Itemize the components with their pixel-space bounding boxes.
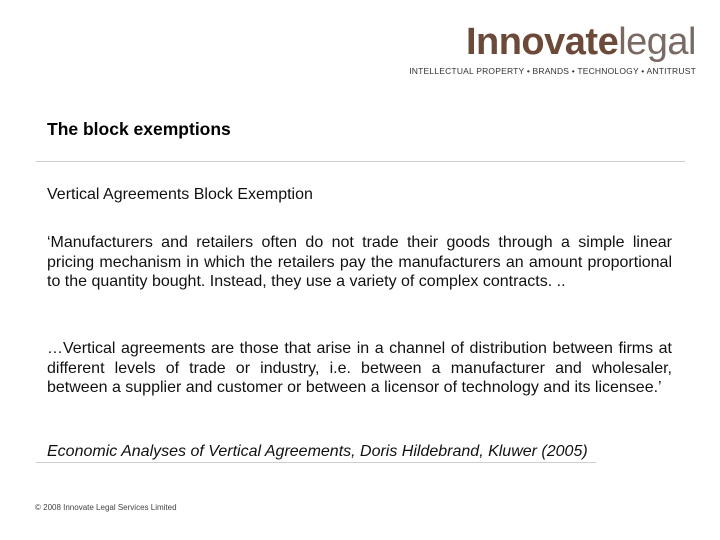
logo-wordmark xyxy=(409,22,696,62)
title-divider xyxy=(36,161,685,162)
slide-title: The block exemptions xyxy=(47,119,231,139)
slide-subtitle: Vertical Agreements Block Exemption xyxy=(47,186,313,203)
logo-tagline: INTELLECTUAL PROPERTY • BRANDS • TECHNOLOGY • ANTITRUST xyxy=(409,66,696,76)
citation-text: Economic Analyses of Vertical Agreements, Doris Hildebrand, Kluwer (2005) xyxy=(47,443,588,460)
company-logo xyxy=(409,22,696,76)
footer-copyright: © 2008 Innovate Legal Services Limited xyxy=(35,503,177,512)
logo-word-innovate: Innovate xyxy=(465,21,619,63)
logo-word-legal: legal xyxy=(618,21,696,63)
quote-paragraph-1: ‘Manufacturers and retailers often do not trade their goods through a simple linear pricing mechanism in which the retailers pay the manufacturers an amount proportional to the quantity bought. Instead, they use a variety of complex contracts. .. xyxy=(47,234,672,291)
citation-divider xyxy=(36,462,596,463)
quote-paragraph-2: …Vertical agreements are those that arise in a channel of distribution between firms at different levels of trade or industry, i.e. between a manufacturer and wholesaler, between a supplier and customer or between a licensor of technology and its licensee.’ xyxy=(47,340,672,397)
